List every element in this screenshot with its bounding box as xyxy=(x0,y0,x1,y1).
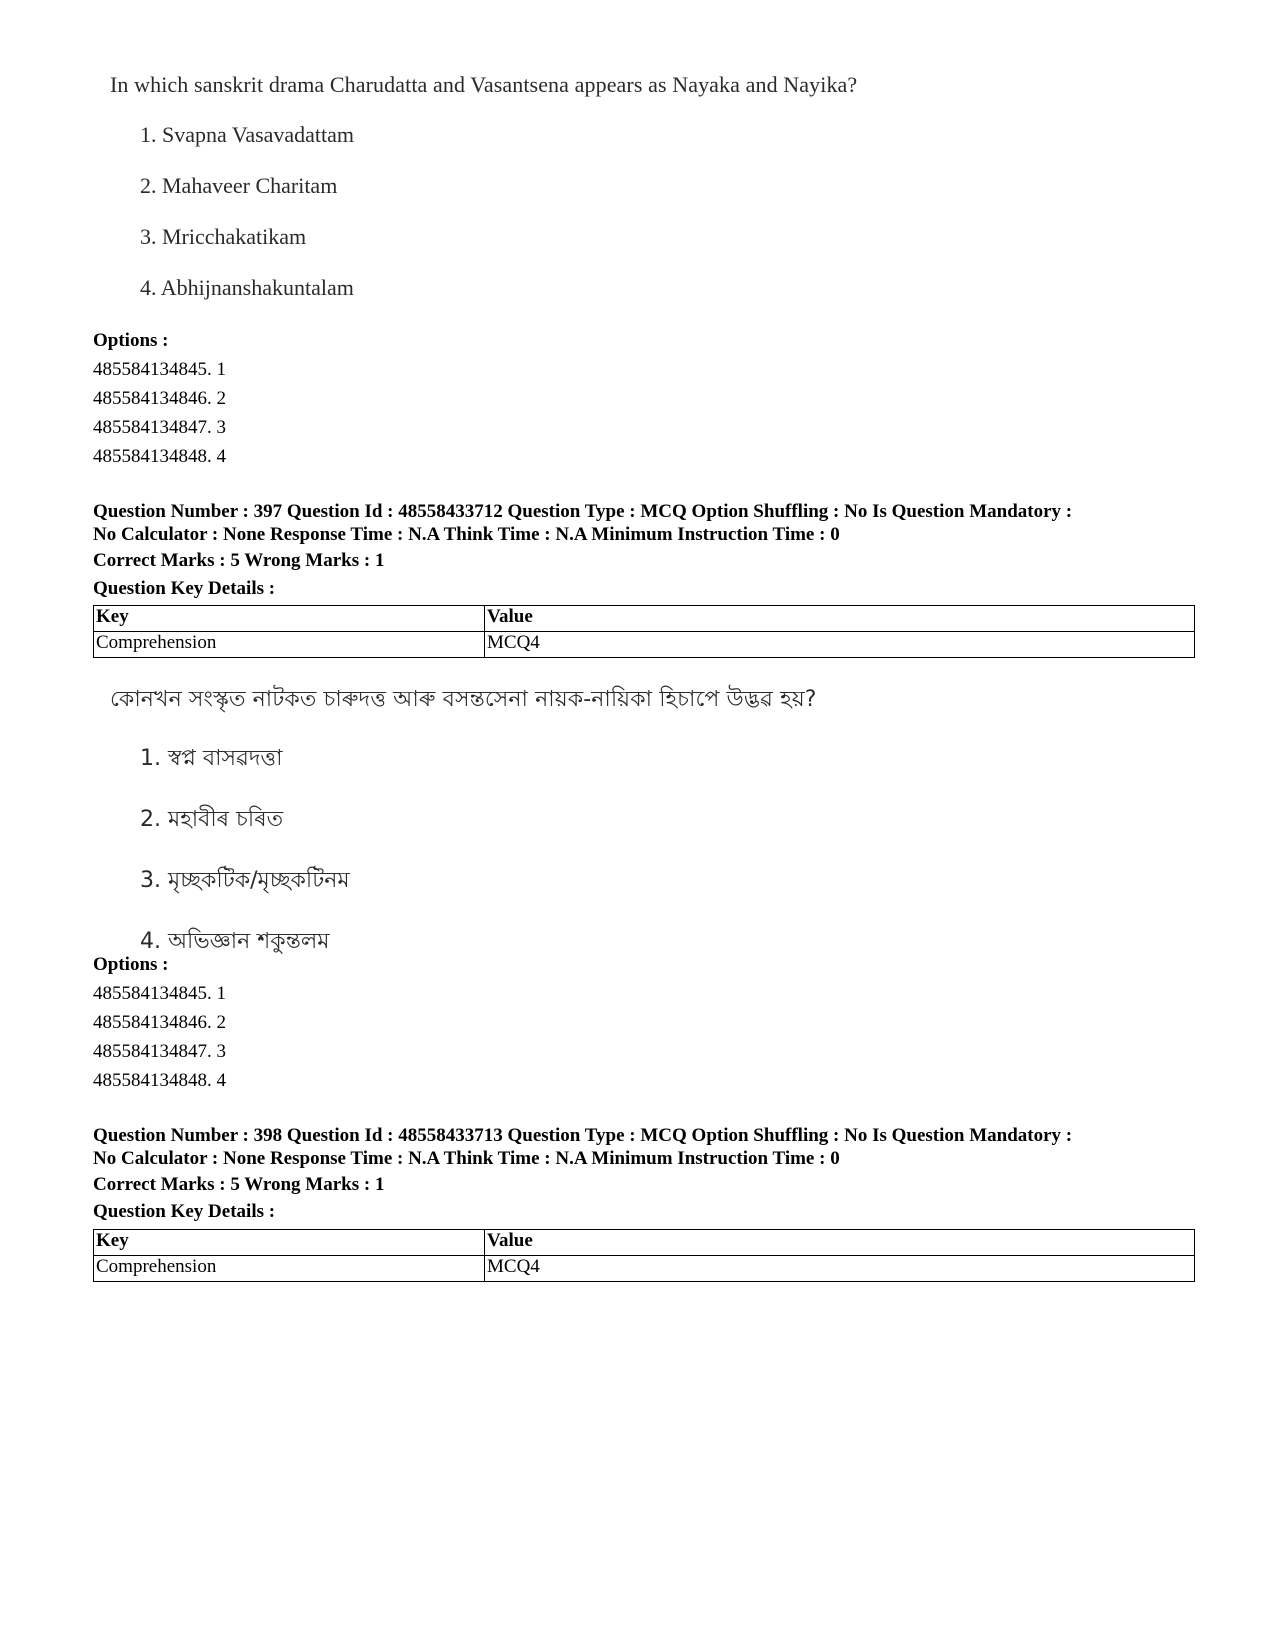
question-image-assamese xyxy=(92,682,992,961)
option-row: 485584134848. 4 xyxy=(93,1070,226,1091)
choice-2: 2. Mahaveer Charitam xyxy=(140,173,338,198)
choice-2: 2. মহাবীৰ চৰিত xyxy=(140,807,284,832)
question-meta-397 xyxy=(93,500,1203,546)
choice-1: 1. স্বপ্ন বাসৱদত্তা xyxy=(140,746,283,771)
cell-key: Comprehension xyxy=(94,632,485,658)
option-row: 485584134845. 1 xyxy=(93,359,226,380)
option-row: 485584134846. 2 xyxy=(93,1012,226,1033)
choice-1: 1. Svapna Vasavadattam xyxy=(140,122,355,147)
option-row: 485584134846. 2 xyxy=(93,388,226,409)
marks-397: Correct Marks : 5 Wrong Marks : 1 xyxy=(93,550,385,571)
meta-line-1: Question Number : 398 Question Id : 48558433713 Question Type : MCQ Option Shuffling : No Is Question Mandatory : xyxy=(93,1125,1073,1146)
key-details-title-397: Question Key Details : xyxy=(93,578,276,599)
header-value: Value xyxy=(485,1230,1195,1256)
option-row: 485584134847. 3 xyxy=(93,1041,226,1062)
question-text: In which sanskrit drama Charudatta and Vasantsena appears as Nayaka and Nayika? xyxy=(110,72,858,97)
choice-3: 3. Mricchakatikam xyxy=(140,224,307,249)
cell-value: MCQ4 xyxy=(485,1256,1195,1282)
key-details-table-397 xyxy=(93,605,1195,658)
table-row xyxy=(94,1256,1195,1282)
options-title: Options : xyxy=(93,330,169,351)
option-row: 485584134848. 4 xyxy=(93,446,226,467)
marks-398: Correct Marks : 5 Wrong Marks : 1 xyxy=(93,1174,385,1195)
key-details-table-398 xyxy=(93,1229,1195,1282)
option-row: 485584134847. 3 xyxy=(93,417,226,438)
meta-line-2: No Calculator : None Response Time : N.A Think Time : N.A Minimum Instruction Time : 0 xyxy=(93,1148,840,1169)
choice-4: 4. Abhijnanshakuntalam xyxy=(140,275,354,300)
key-details-title-398: Question Key Details : xyxy=(93,1201,276,1222)
options-list xyxy=(93,950,226,1095)
table-header-row xyxy=(94,1230,1195,1256)
cell-value: MCQ4 xyxy=(485,632,1195,658)
question-image-english xyxy=(92,72,992,301)
meta-line-1: Question Number : 397 Question Id : 48558433712 Question Type : MCQ Option Shuffling : No Is Question Mandatory : xyxy=(93,501,1073,522)
header-key: Key xyxy=(94,1230,485,1256)
choice-3: 3. মৃচ্ছকটিক/মৃচ্ছকটিনম xyxy=(140,868,350,893)
header-key: Key xyxy=(94,606,485,632)
table-row xyxy=(94,632,1195,658)
meta-line-2: No Calculator : None Response Time : N.A Think Time : N.A Minimum Instruction Time : 0 xyxy=(93,524,840,545)
cell-key: Comprehension xyxy=(94,1256,485,1282)
choice-4: 4. অভিজ্ঞান শকুন্তলম xyxy=(140,929,330,954)
options-list xyxy=(93,326,226,471)
table-header-row xyxy=(94,606,1195,632)
question-meta-398 xyxy=(93,1124,1203,1170)
header-value: Value xyxy=(485,606,1195,632)
option-row: 485584134845. 1 xyxy=(93,983,226,1004)
options-title: Options : xyxy=(93,954,169,975)
question-text: কোনখন সংস্কৃত নাটকত চাৰুদত্ত আৰু বসন্তসেনা নায়ক-নায়িকা হিচাপে উদ্ভৱ হয়? xyxy=(110,687,817,712)
